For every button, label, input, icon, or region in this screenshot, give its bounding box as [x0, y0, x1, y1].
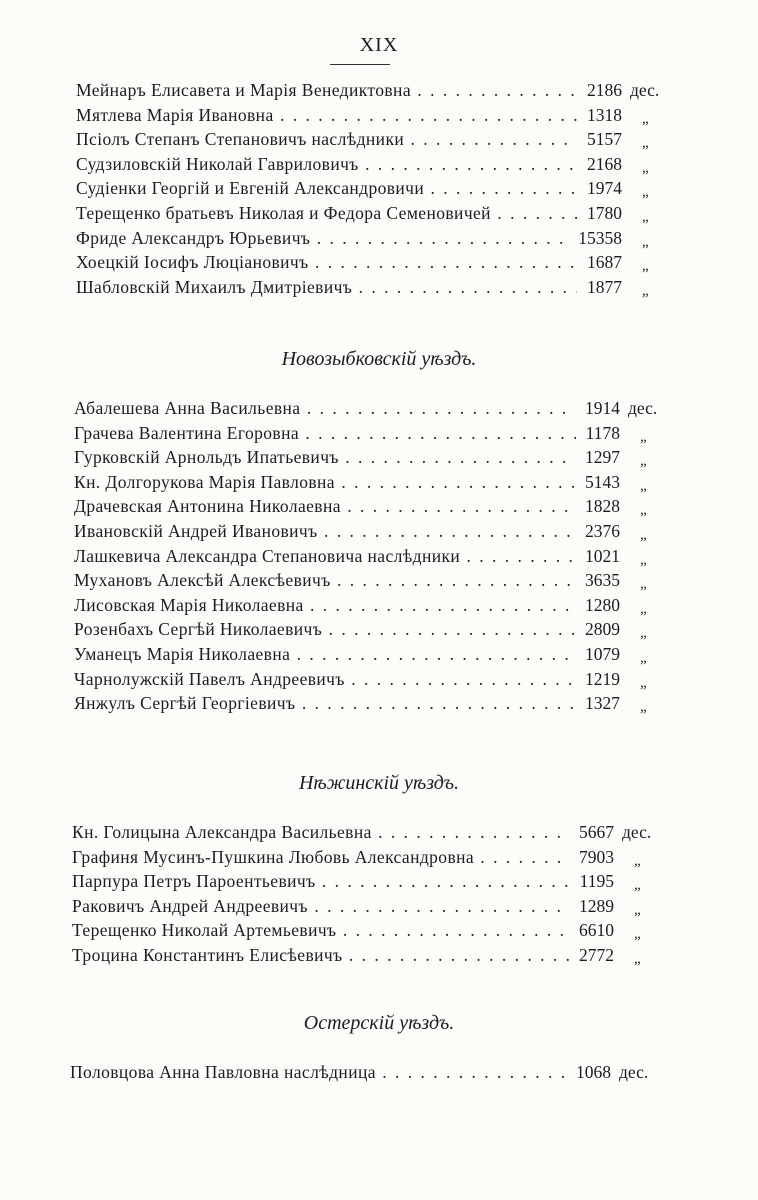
ditto-mark: „ — [622, 156, 649, 181]
area-value: 15358 — [568, 226, 622, 251]
ditto-mark: „ — [620, 695, 647, 720]
area-value: 1974 — [577, 176, 622, 201]
ditto-mark: „ — [622, 107, 649, 132]
ditto-mark: „ — [620, 425, 647, 450]
ditto-mark: „ — [620, 474, 647, 499]
area-value: 5667 — [569, 820, 614, 845]
owner-name: Судзиловскій Николай Гавриловичъ . . . — [76, 152, 622, 177]
area-value: 1327 — [575, 691, 620, 716]
ditto-mark: „ — [620, 597, 647, 622]
ditto-mark: „ — [622, 131, 649, 156]
area-value: 2772 — [569, 943, 614, 968]
ditto-mark: „ — [614, 849, 641, 874]
area-value: 1780 — [577, 201, 622, 226]
estate-row — [76, 78, 660, 103]
estate-row — [72, 894, 641, 919]
estate-row — [76, 226, 649, 251]
section — [0, 1008, 758, 1085]
estate-row — [74, 593, 647, 618]
area-value: 1280 — [575, 593, 620, 618]
owner-name: Кн. Голицына Александра Васильевна . . . — [72, 820, 614, 845]
owner-name: Янжулъ Сергѣй Георгіевичъ . . . — [74, 691, 620, 716]
ditto-mark: „ — [620, 572, 647, 597]
unit-label: дес. — [622, 78, 659, 103]
area-value: 1178 — [576, 421, 620, 446]
estate-row — [74, 642, 647, 667]
ditto-mark: „ — [620, 498, 647, 523]
area-value: 1289 — [569, 894, 614, 919]
area-value: 1195 — [570, 869, 614, 894]
ditto-mark: „ — [622, 279, 649, 304]
section — [0, 344, 758, 716]
owner-name: Раковичъ Андрей Андреевичъ . . . — [72, 894, 614, 919]
owner-name: Фриде Александръ Юрьевичъ . . . — [76, 226, 622, 251]
owner-name: Шабловскій Михаилъ Дмитріевичъ . . . — [76, 275, 622, 300]
section — [0, 78, 758, 299]
ditto-mark: „ — [622, 254, 649, 279]
unit-label: дес. — [611, 1060, 648, 1085]
area-value: 1219 — [575, 667, 620, 692]
estate-row — [72, 869, 641, 894]
section — [0, 768, 758, 968]
estate-row — [70, 1060, 649, 1085]
estate-row — [74, 667, 647, 692]
area-value: 1068 — [566, 1060, 611, 1085]
page-number: XIX — [359, 34, 399, 56]
ditto-mark: „ — [620, 523, 647, 548]
estate-row — [72, 918, 641, 943]
owner-name: Парпура Петръ Пароентьевичъ . . . — [72, 869, 614, 894]
owner-name: Терещенко Николай Артемьевичъ . . . — [72, 918, 614, 943]
estate-row — [76, 127, 649, 152]
district-heading: Нѣжинскій уѣздъ. — [298, 772, 460, 794]
owner-name: Ивановскій Андрей Ивановичъ . . . — [74, 519, 620, 544]
area-value: 1828 — [575, 494, 620, 519]
ditto-mark: „ — [614, 947, 641, 972]
estate-row — [74, 494, 647, 519]
estate-row — [76, 250, 649, 275]
owner-name: Половцова Анна Павловна наслѣдница . . . — [70, 1060, 611, 1085]
estate-row — [74, 445, 647, 470]
area-value: 3635 — [575, 568, 620, 593]
area-value: 1297 — [575, 445, 620, 470]
owner-name: Псіолъ Степанъ Степановичъ наслѣдники . . . — [76, 127, 622, 152]
owner-name: Грачева Валентина Егоровна . . . — [74, 421, 620, 446]
estate-row — [72, 845, 641, 870]
ditto-mark: „ — [620, 646, 647, 671]
page-number-rule — [330, 64, 390, 65]
area-value: 1914 — [575, 396, 620, 421]
area-value: 1079 — [575, 642, 620, 667]
area-value: 1877 — [577, 275, 622, 300]
estate-row — [76, 176, 649, 201]
owner-name: Розенбахъ Сергѣй Николаевичъ . . . — [74, 617, 620, 642]
owner-name: Графиня Мусинъ-Пушкина Любовь Александровна . . . — [72, 845, 614, 870]
ditto-mark: „ — [614, 922, 641, 947]
area-value: 1318 — [577, 103, 622, 128]
estate-row — [72, 820, 652, 845]
area-value: 5143 — [575, 470, 620, 495]
owner-name: Лисовская Марія Николаевна . . . — [74, 593, 620, 618]
estate-row — [74, 421, 647, 446]
estate-row — [76, 152, 649, 177]
unit-label: дес. — [620, 396, 657, 421]
area-value: 5157 — [577, 127, 622, 152]
owner-name: Мейнаръ Елисавета и Марія Венедиктовна . . . — [76, 78, 622, 103]
ditto-mark: „ — [620, 548, 647, 573]
ditto-mark: „ — [622, 205, 649, 230]
area-value: 1687 — [577, 250, 622, 275]
estate-row — [74, 617, 647, 642]
owner-name: Троцина Константинъ Елисѣевичъ . . . — [72, 943, 614, 968]
owner-name: Мухановъ Алексѣй Алексѣевичъ . . . — [74, 568, 620, 593]
area-value: 2376 — [575, 519, 620, 544]
ditto-mark: „ — [622, 230, 649, 255]
estate-row — [74, 544, 647, 569]
district-heading: Новозыбковскій уѣздъ. — [281, 348, 477, 370]
ditto-mark: „ — [620, 449, 647, 474]
owner-name: Судіенки Георгій и Евгеній Александровичи . . . — [76, 176, 622, 201]
owner-name: Чарнолужскій Павелъ Андреевичъ . . . — [74, 667, 620, 692]
ditto-mark: „ — [614, 898, 641, 923]
area-value: 7903 — [569, 845, 614, 870]
estate-row — [76, 201, 649, 226]
owner-name: Хоецкій Іосифъ Люціановичъ . . . — [76, 250, 622, 275]
estate-row — [76, 275, 649, 300]
estate-row — [74, 568, 647, 593]
owner-name: Абалешева Анна Васильевна . . . — [74, 396, 620, 421]
ditto-mark: „ — [620, 671, 647, 696]
estate-row — [76, 103, 649, 128]
owner-name: Драчевская Антонина Николаевна . . . — [74, 494, 620, 519]
unit-label: дес. — [614, 820, 651, 845]
estate-row — [74, 519, 647, 544]
area-value: 6610 — [569, 918, 614, 943]
district-heading: Остерскій уѣздъ. — [303, 1012, 455, 1034]
estate-row — [74, 470, 647, 495]
ditto-mark: „ — [620, 621, 647, 646]
owner-name: Лашкевича Александра Степановича наслѣдники . . . — [74, 544, 620, 569]
estate-row — [74, 691, 647, 716]
area-value: 2809 — [575, 617, 620, 642]
ditto-mark: „ — [622, 180, 649, 205]
estate-row — [72, 943, 641, 968]
owner-name: Гурковскій Арнольдъ Ипатьевичъ . . . — [74, 445, 620, 470]
ditto-mark: „ — [614, 873, 641, 898]
area-value: 1021 — [575, 544, 620, 569]
owner-name: Мятлева Марія Ивановна . . . — [76, 103, 622, 128]
owner-name: Уманецъ Марія Николаевна . . . — [74, 642, 620, 667]
area-value: 2186 — [577, 78, 622, 103]
area-value: 2168 — [577, 152, 622, 177]
owner-name: Терещенко братьевъ Николая и Федора Семеновичей . . . — [76, 201, 622, 226]
owner-name: Кн. Долгорукова Марія Павловна . . . — [74, 470, 620, 495]
estate-row — [74, 396, 658, 421]
